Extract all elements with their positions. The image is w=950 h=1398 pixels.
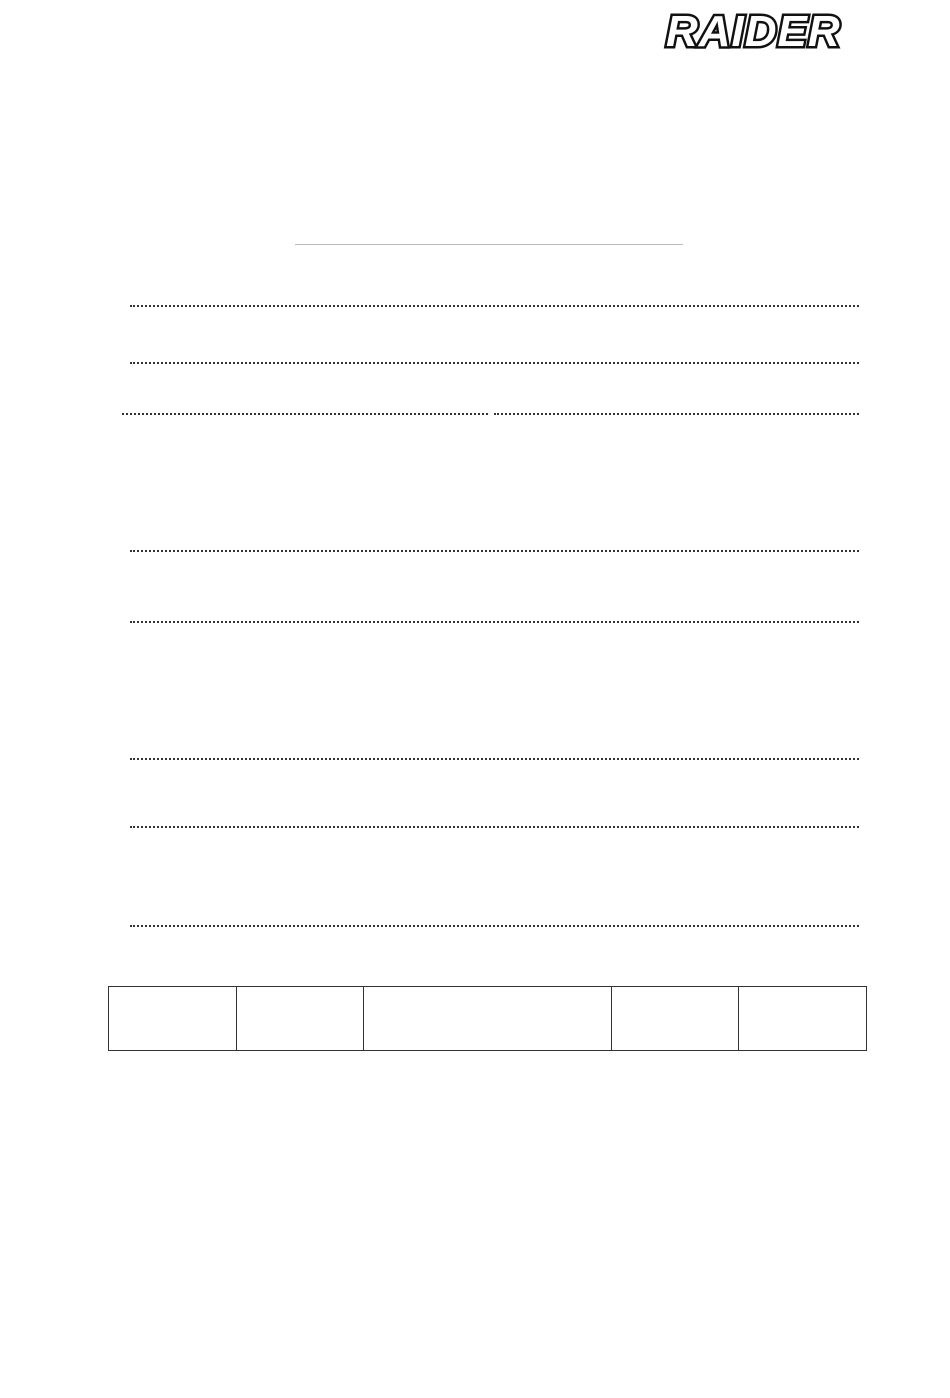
period-field[interactable] <box>122 398 859 418</box>
header-decision-date <box>237 987 364 1051</box>
header-protocol-adoption <box>109 987 237 1051</box>
seller-name-field[interactable] <box>122 743 859 763</box>
model-field[interactable] <box>122 290 859 310</box>
serial-line[interactable] <box>130 362 859 364</box>
seller-address-line[interactable] <box>130 826 859 828</box>
buyer-address-field[interactable] <box>122 606 859 626</box>
period-line-start[interactable] <box>122 413 488 415</box>
header-signature <box>739 987 867 1051</box>
model-line[interactable] <box>130 305 859 307</box>
period-line-end[interactable] <box>494 413 860 415</box>
header-defect-description <box>364 987 612 1051</box>
logo-wordmark: RAIDER <box>666 7 841 54</box>
date-print-field[interactable] <box>122 910 859 930</box>
title-divider <box>295 244 683 245</box>
buyer-name-field[interactable] <box>122 535 859 555</box>
date-print-line[interactable] <box>130 925 859 927</box>
seller-name-line[interactable] <box>130 758 859 760</box>
buyer-name-line[interactable] <box>130 550 859 552</box>
seller-address-field[interactable] <box>122 811 859 831</box>
buyer-address-line[interactable] <box>130 621 859 623</box>
table-header-row <box>109 987 867 1051</box>
serial-field[interactable] <box>122 347 859 367</box>
header-transmission-date <box>612 987 739 1051</box>
protocol-table <box>108 986 867 1051</box>
